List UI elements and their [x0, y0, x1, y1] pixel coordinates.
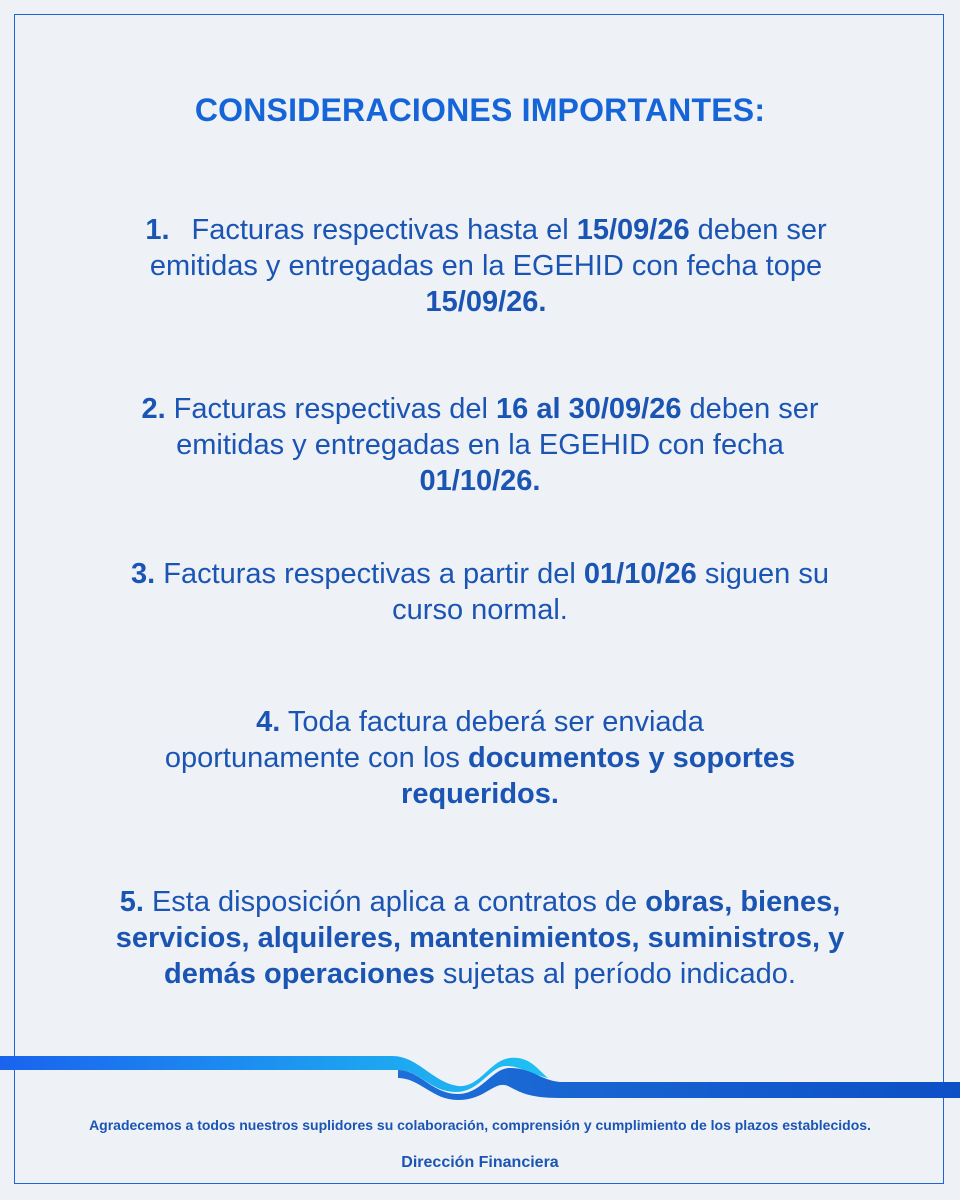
item-5-number: 5.	[119, 886, 144, 918]
item-3-text-2: siguen su	[696, 558, 829, 590]
item-5-bold-2: servicios, alquileres, mantenimientos, suministros, y	[115, 922, 845, 954]
item-5-text-1: Esta disposición aplica a contratos de	[143, 886, 646, 918]
consideration-item-1	[86, 212, 886, 320]
wave-light-band	[0, 1056, 548, 1092]
footer-signature: Dirección Financiera	[401, 1154, 559, 1171]
item-3-text-3: curso normal.	[392, 594, 568, 626]
item-2-text-3: emitidas y entregadas en la EGEHID con fecha	[176, 429, 784, 461]
wave-dark-band	[398, 1068, 960, 1100]
footer-thanks-note: Agradecemos a todos nuestros suplidores su colaboración, comprensión y cumplimiento de los plazos establecidos.	[89, 1117, 871, 1133]
item-1-date-2: 15/09/26.	[425, 286, 547, 318]
consideration-item-2	[70, 391, 890, 499]
item-4-number: 4.	[256, 706, 281, 738]
item-1-line-1	[86, 212, 886, 248]
item-1-date-1: 15/09/26	[576, 214, 690, 246]
item-2-text-1: Facturas respectivas del	[165, 393, 497, 425]
item-5-text-2: sujetas al período indicado.	[434, 958, 796, 990]
item-3-number: 3.	[130, 558, 156, 590]
item-3-date: 01/10/26	[583, 558, 697, 590]
item-2-date-2: 01/10/26.	[419, 465, 541, 497]
item-4-bold-1: documentos y soportes	[467, 742, 796, 774]
item-1-number: 1.	[145, 214, 170, 246]
item-5-bold-1: obras, bienes,	[645, 886, 841, 918]
item-5-bold-3: demás operaciones	[164, 958, 435, 990]
page-title: CONSIDERACIONES IMPORTANTES:	[194, 92, 766, 128]
item-1-text-2: deben ser	[689, 214, 827, 246]
consideration-item-3	[70, 556, 890, 628]
consideration-item-5	[50, 884, 910, 992]
item-1-text-3: emitidas y entregadas en la EGEHID con fecha tope	[149, 250, 823, 282]
item-4-text-2: oportunamente con los	[164, 742, 468, 774]
item-2-date-range: 16 al 30/09/26	[496, 393, 682, 425]
decorative-wave-band	[0, 1052, 960, 1100]
item-4-text-1: Toda factura deberá ser enviada	[280, 706, 704, 738]
item-3-text-1: Facturas respectivas a partir del	[155, 558, 584, 590]
consideration-item-4	[80, 704, 880, 812]
item-1-text-1: Facturas respectivas hasta el	[191, 214, 577, 246]
item-2-number: 2.	[141, 393, 166, 425]
item-4-bold-2: requeridos.	[401, 778, 559, 810]
item-2-text-2: deben ser	[681, 393, 819, 425]
